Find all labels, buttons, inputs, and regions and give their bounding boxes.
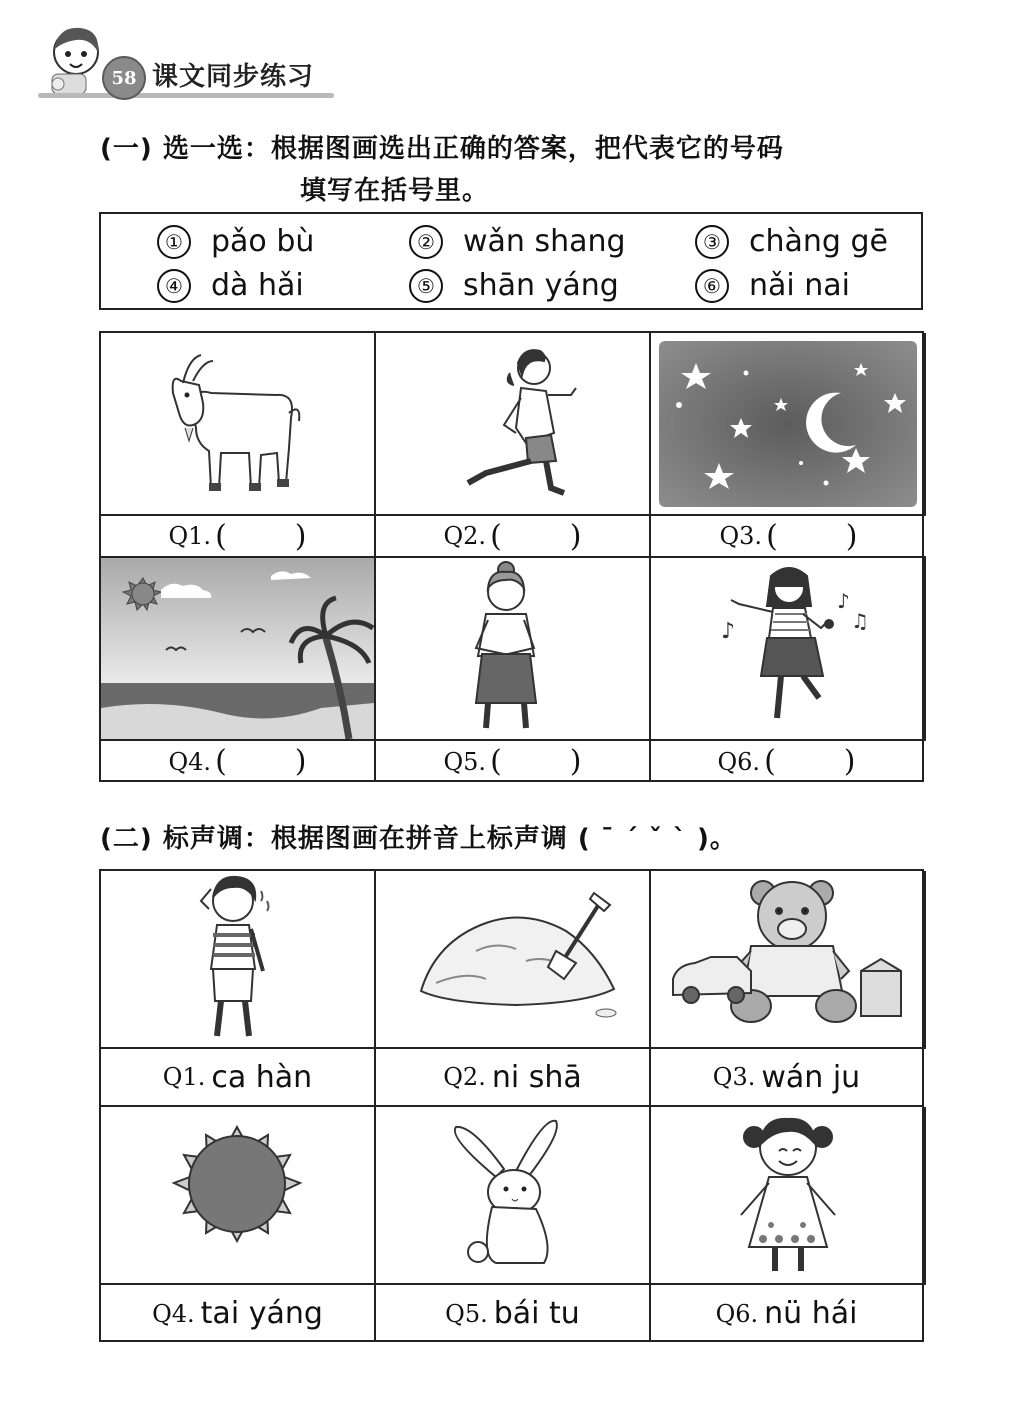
option-number: ① — [157, 225, 191, 259]
page-header — [38, 22, 338, 102]
section2-instruction: (二) 标声调：根据图画在拼音上标声调 ( ˉ ˊ ˇ ˋ )。 — [100, 824, 737, 854]
question-number: Q2. — [443, 1063, 486, 1091]
pinyin-text: tai yáng — [200, 1296, 323, 1331]
option-6 — [695, 268, 850, 303]
option-4 — [157, 268, 304, 303]
grandmother-picture — [376, 558, 651, 741]
toys-picture — [651, 871, 926, 1049]
pinyin-text: wán ju — [761, 1059, 861, 1095]
sand-pile-picture — [376, 871, 651, 1049]
option-3 — [695, 224, 888, 259]
sun-picture — [101, 1107, 376, 1285]
question-number: Q2. — [443, 522, 487, 550]
option-text: shān yáng — [463, 268, 619, 303]
question-number: Q3. — [712, 1063, 756, 1091]
question-number: Q4. — [168, 747, 212, 776]
header-title: 课文同步练习 — [152, 62, 315, 92]
tone-q6[interactable] — [651, 1285, 922, 1342]
answer-options-box — [99, 212, 923, 310]
close-bracket: ) — [569, 744, 582, 779]
q1-answer-slot[interactable] — [101, 516, 376, 558]
open-bracket: ( — [766, 518, 778, 554]
close-bracket: ) — [294, 518, 307, 554]
running-girl-picture — [376, 333, 651, 516]
option-number: ④ — [157, 269, 191, 303]
option-text: chàng gē — [749, 224, 888, 259]
option-number: ② — [409, 225, 443, 259]
option-text: nǎi nai — [749, 268, 851, 303]
q3-answer-slot[interactable] — [651, 516, 926, 558]
pinyin-text: nü hái — [764, 1296, 858, 1331]
question-number: Q1. — [162, 1063, 206, 1091]
tone-q5[interactable] — [376, 1285, 651, 1342]
header-underline — [38, 93, 334, 98]
question-number: Q3. — [719, 522, 763, 550]
pinyin-text: ca hàn — [211, 1059, 313, 1095]
svg-text:♪: ♪ — [721, 619, 736, 644]
option-1 — [157, 224, 314, 259]
pinyin-text: bái tu — [493, 1296, 580, 1331]
rabbit-picture — [376, 1107, 651, 1285]
night-sky-picture — [651, 333, 926, 516]
option-text: wǎn shang — [463, 224, 626, 259]
page-number-badge: 58 — [102, 56, 146, 100]
q5-answer-slot[interactable] — [376, 741, 651, 782]
option-number: ③ — [695, 225, 729, 259]
option-5 — [409, 268, 619, 303]
tone-q3[interactable] — [651, 1049, 922, 1107]
close-bracket: ) — [294, 744, 307, 779]
sea-picture — [101, 558, 376, 741]
close-bracket: ) — [569, 518, 582, 554]
tone-q2[interactable] — [376, 1049, 651, 1107]
pinyin-text: ni shā — [491, 1059, 582, 1095]
goat-picture — [101, 333, 376, 516]
section2-grid — [99, 869, 924, 1342]
singing-girl-picture — [651, 558, 926, 741]
sweating-boy-picture — [101, 871, 376, 1049]
question-number: Q6. — [715, 1299, 759, 1328]
question-number: Q5. — [443, 747, 487, 776]
section1-instruction: (一) 选一选：根据图画选出正确的答案，把代表它的号码 — [100, 134, 784, 164]
open-bracket: ( — [490, 744, 502, 779]
open-bracket: ( — [490, 518, 502, 554]
section1-instruction-line2: 填写在括号里。 — [300, 176, 490, 206]
tone-q4[interactable] — [101, 1285, 376, 1342]
open-bracket: ( — [215, 744, 227, 779]
open-bracket: ( — [215, 518, 227, 554]
option-text: dà hǎi — [211, 268, 304, 303]
option-2 — [409, 224, 626, 259]
q2-answer-slot[interactable] — [376, 516, 651, 558]
option-text: pǎo bù — [211, 224, 315, 259]
little-girl-picture — [651, 1107, 926, 1285]
tone-q1[interactable] — [101, 1049, 376, 1107]
close-bracket: ) — [845, 518, 858, 554]
q4-answer-slot[interactable] — [101, 741, 376, 782]
question-number: Q6. — [717, 747, 761, 776]
open-bracket: ( — [764, 744, 776, 779]
question-number: Q5. — [445, 1299, 488, 1328]
svg-text:♪: ♪ — [837, 589, 850, 613]
svg-text:♫: ♫ — [851, 609, 869, 633]
question-number: Q4. — [152, 1299, 195, 1328]
option-number: ⑤ — [409, 269, 443, 303]
question-number: Q1. — [168, 522, 212, 550]
close-bracket: ) — [843, 744, 856, 779]
section1-grid — [99, 331, 924, 782]
q6-answer-slot[interactable] — [651, 741, 922, 782]
option-number: ⑥ — [695, 269, 729, 303]
